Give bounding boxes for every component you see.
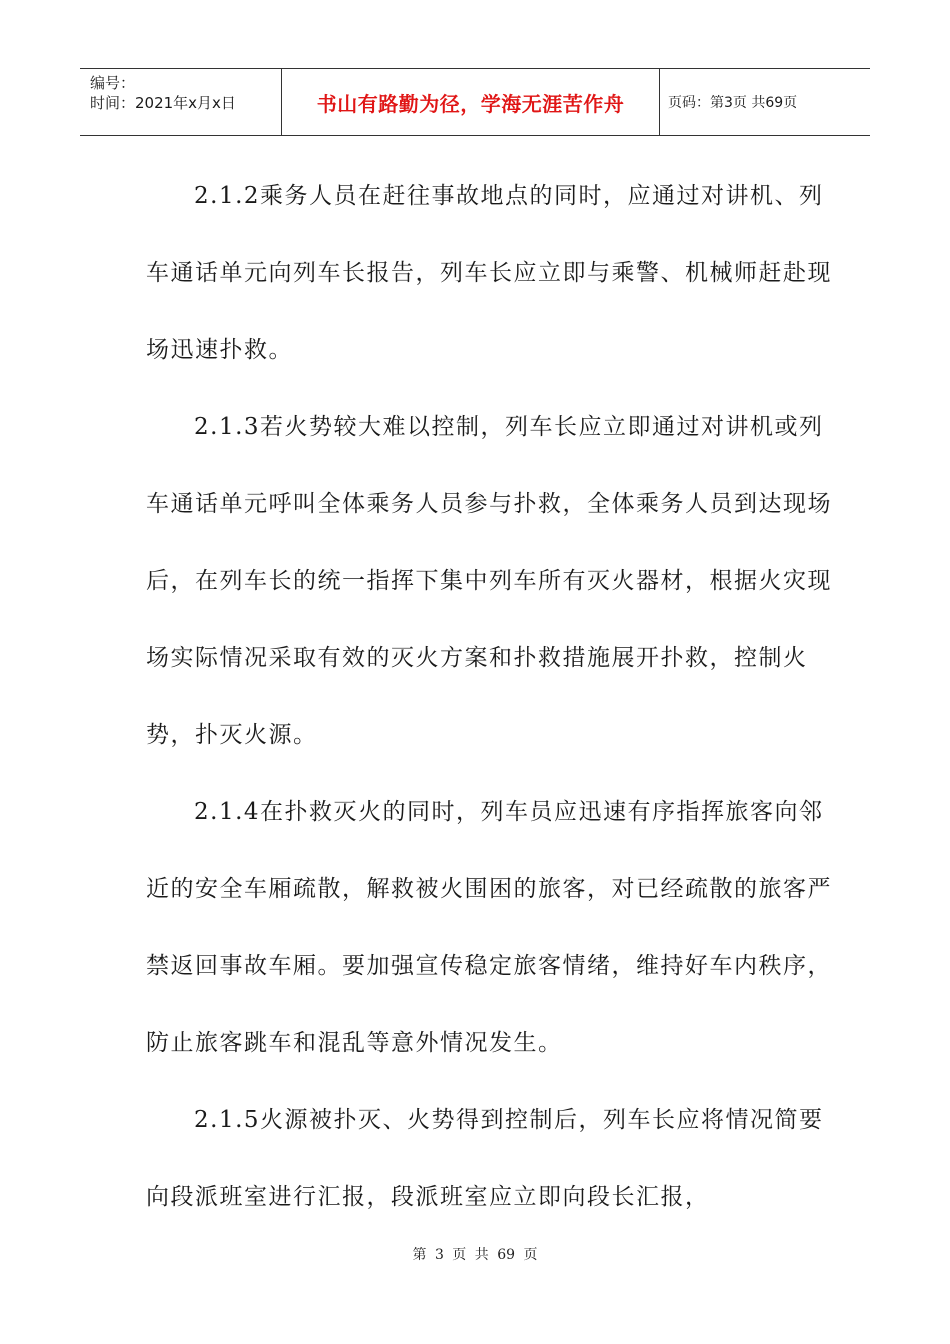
header-meta (80, 69, 282, 135)
document-body (146, 158, 836, 1236)
paragraph-2-1-4: 2.1.4在扑救灭火的同时，列车员应迅速有序指挥旅客向邻近的安全车厢疏散，解救被火围困的旅客，对已经疏散的旅客严禁返回事故车厢。要加强宣传稳定旅客情绪，维持好车内秩序，防止旅客跳车和混乱等意外情况发生。 (146, 799, 832, 1056)
paragraph-2-1-5: 2.1.5火源被扑灭、火势得到控制后，列车长应将情况简要向段派班室进行汇报，段派班室应立即向段长汇报， (146, 1107, 824, 1210)
paragraph-2-1-3: 2.1.3若火势较大难以控制，列车长应立即通过对讲机或列车通话单元呼叫全体乘务人员参与扑救，全体乘务人员到达现场后，在列车长的统一指挥下集中列车所有灭火器材，根据火灾现场实际情况采取有效的灭火方案和扑救措施展开扑救，控制火势，扑灭火源。 (146, 414, 832, 748)
document-header (80, 68, 870, 136)
paragraph-2-1-2: 2.1.2乘务人员在赶往事故地点的同时，应通过对讲机、列车通话单元向列车长报告，列车长应立即与乘警、机械师赶赴现场迅速扑救。 (146, 183, 832, 363)
document-date: 时间：2021年x月x日 (90, 94, 236, 112)
header-motto: 书山有路勤为径，学海无涯苦作舟 (282, 69, 660, 135)
header-page-info: 页码：第3页 共69页 (668, 95, 798, 111)
document-number-label: 编号： (90, 74, 136, 92)
page-footer: 第 3 页 共 69 页 (412, 1247, 538, 1263)
